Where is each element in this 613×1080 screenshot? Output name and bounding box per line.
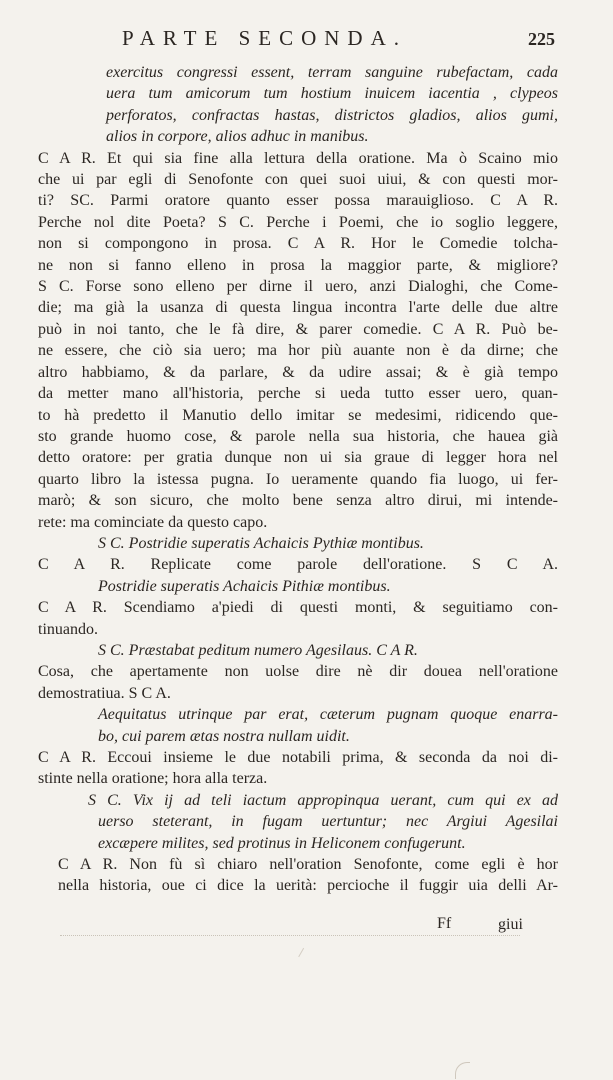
page-header (0, 26, 613, 56)
text-line: ne essere, che ciò sia uero; ma hor più auante non è da dirne; che (38, 342, 558, 360)
text-line: stinte nella oratione; hora alla terza. (38, 770, 268, 788)
text-line: alios in corpore, alios adhuc in manibus. (106, 128, 369, 146)
text-line: Postridie superatis Achaicis Pithiæ montibus. (98, 577, 391, 595)
text-line: S C. Præstabat peditum numero Agesilaus. C A R. (98, 641, 418, 659)
ink-mark (455, 1062, 470, 1079)
text-line: altro habbiamo, & da parlare, & da udire assai; & è già tempo (38, 363, 558, 381)
text-line: S C. Forse sono elleno per dirne il uero, anzi Dialoghi, che Come- (38, 278, 558, 296)
running-title: PARTE SECONDA. (122, 26, 407, 50)
text-line: da metter mano all'historia, perche si ueda tutto esser uero, quan- (38, 385, 558, 403)
text-line: C A R. Replicate come parole dell'oratione. S C A. (38, 556, 558, 574)
text-line: excæpere milites, sed protinus in Heliconem confugerunt. (98, 834, 466, 852)
text-line: ti? SC. Parmi oratore quanto esser possa marauiglioso. C A R. (38, 192, 558, 210)
text-line: che ui par egli di Senofonte con quei suoi uiui, & con questi mor- (38, 171, 558, 189)
text-line: tinuando. (38, 620, 98, 638)
catchword: giui (498, 916, 523, 933)
text-line: Perche nol dite Poeta? S C. Perche i Poemi, che io soglio leggere, (38, 213, 558, 231)
text-line: die; ma già la usanza di questa lingua incontra l'arte delle due altre (38, 299, 558, 317)
ink-mark (298, 948, 313, 962)
text-line: perforatos, confractas hastas, districtos gladios, alios gumi, (106, 106, 558, 124)
text-line: detto oratore: per gratia dunque non ui sia graue di legger hora nel (38, 449, 558, 467)
text-line: S C. Vix ij ad teli iactum appropinqua uerant, cum qui ex ad (88, 791, 558, 809)
text-line: marò; & son sicuro, che molto bene senza altro dirui, mi intende- (38, 492, 558, 510)
text-line: to hà predetto il Manutio dello imitar se medesimi, ridicendo que- (38, 406, 558, 424)
text-line: uerso steterant, in fugam uertuntur; nec Argiui Agesilai (98, 813, 558, 831)
text-line: ne non si fanno elleno in prosa la maggior parte, & migliore? (38, 256, 558, 274)
text-line: non si compongono in prosa. C A R. Hor le Comedie tolcha- (38, 235, 558, 253)
text-line: C A R. Scendiamo a'piedi di questi monti, & seguitiamo con- (38, 599, 558, 617)
text-line: Aequitatus utrinque par erat, cæterum pugnam quoque enarra- (98, 706, 558, 724)
text-line: C A R. Et qui sia fine alla lettura della oratione. Ma ò Scaino mio (38, 149, 558, 167)
signature-mark: Ff (437, 915, 452, 932)
text-line: può in noi tanto, che le fà dire, & parer comedie. C A R. Può be- (38, 320, 558, 338)
bottom-dotted-rule (60, 935, 520, 937)
text-line: C A R. Non fù sì chiaro nell'oration Senofonte, come egli è hor (58, 856, 558, 874)
text-line: C A R. Eccoui insieme le due notabili prima, & seconda da noi di- (38, 749, 558, 766)
text-line: bo, cui parem ætas nostra nullam uidit. (98, 727, 350, 745)
text-line: demostratiua. S C A. (38, 684, 171, 702)
text-line: nella historia, oue ci dice la uerità: percioche il fuggir uia delli Ar- (58, 877, 558, 895)
text-line: exercitus congressi essent, terram sanguine rubefactam, cada (106, 64, 558, 81)
text-line: rete: ma cominciate da questo capo. (38, 513, 268, 531)
body-text (38, 62, 558, 897)
page-number: 225 (528, 29, 555, 49)
text-line: sto grande huomo cose, & parole nella sua historia, che hauea già (38, 427, 558, 445)
text-line: Cosa, che apertamente non uolse dire nè dir doueа nell'oratione (38, 663, 558, 681)
text-line: S C. Postridie superatis Achaicis Pythiæ montibus. (98, 534, 424, 552)
text-line: quarto libro la istessa pugna. Io ueramente quando fia luogo, ui fer- (38, 470, 558, 488)
text-line: uera tum amicorum tum hostium inuicem iacentia , clypeos (106, 85, 558, 103)
